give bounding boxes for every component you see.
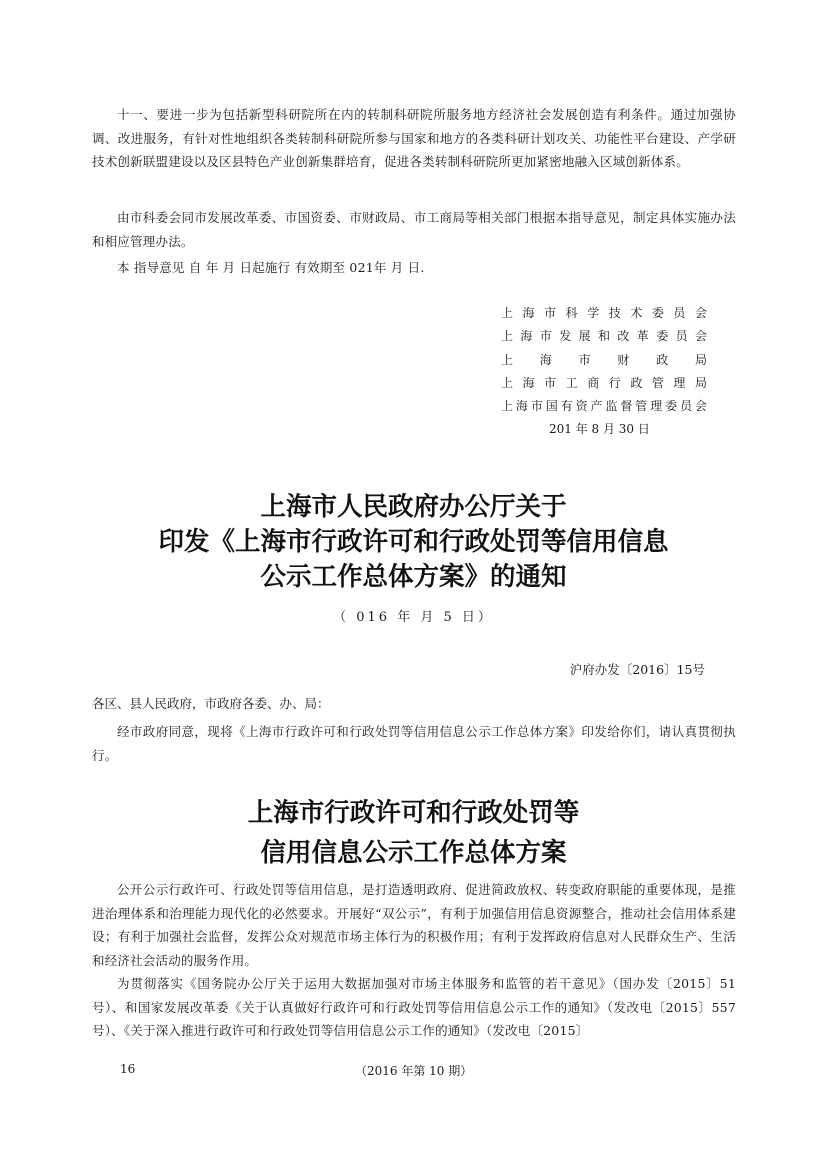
- notice-title-line: 上海市人民政府办公厅关于: [260, 492, 567, 522]
- notice-title-line: 印发《上海市行政许可和行政处罚等信用信息: [158, 527, 669, 557]
- paragraph-implementation: 由市科委会同市发展改革委、市国资委、市财政局、市工商局等相关部门根据本指导意见，制定具体实施办法和相应管理办法。: [92, 210, 736, 249]
- notice-body: 经市政府同意，现将《上海市行政许可和行政处罚等信用信息公示工作总体方案》印发给你们，请认真贯彻执行。: [92, 724, 736, 763]
- issue-label: （2016 年第 10 期）: [355, 1064, 473, 1078]
- signatory-state-assets-commission: 上海市国有资产监督管理委员会: [501, 399, 707, 414]
- notice-title: [0, 490, 827, 595]
- notice-date: （ 016 年 月 5 日）: [333, 610, 494, 625]
- page-number: 16: [120, 1062, 136, 1076]
- signatory-science-commission: 上海市科学技术委员会: [501, 306, 707, 320]
- signatory-development-reform-commission: 上海市发展和改革委员会: [501, 329, 707, 344]
- paragraph-effective-date: 本 指导意见 自 年 月 日起施行 有效期至 021年 月 日.: [117, 260, 425, 275]
- signatory-finance-bureau: 上海市财政局: [501, 352, 707, 367]
- plan-title-line: 上海市行政许可和行政处罚等: [247, 798, 580, 828]
- notice-title-line: 公示工作总体方案》的通知: [260, 562, 567, 592]
- plan-title: [0, 793, 827, 873]
- addressee: 各区、县人民政府，市政府各委、办、局：: [92, 696, 330, 711]
- signatory-industry-commerce-bureau: 上海市工商行政管理局: [501, 375, 707, 390]
- plan-title-line: 信用信息公示工作总体方案: [260, 838, 567, 868]
- document-number: 沪府办发〔2016〕15号: [569, 662, 705, 677]
- paragraph-eleven: 十一、要进一步为包括新型科研院所在内的转制科研院所服务地方经济社会发展创造有利条件。通过加强协调、改进服务，有针对性地组织各类转制科研院所参与国家和地方的各类科研计划攻关、功能性平台建设、产学研技术创新联盟建设以及区县特色产业创新集群培育，促进各类转制科研院所更加紧密地融入区域创新体系。: [92, 107, 736, 170]
- signature-date: 201 年 8 月 30 日: [549, 422, 650, 437]
- plan-paragraph-1: 公开公示行政许可、行政处罚等信用信息，是打造透明政府、促进简政放权、转变政府职能的重要体现，是推进治理体系和治理能力现代化的必然要求。开展好“双公示”，有利于加强信用信息资源整合，推动社会信用体系建设；有利于加强社会监督，发挥公众对规范市场主体行为的积极作用；有利于发挥政府信息对人民群众生产、生活和经济社会活动的服务作用。: [92, 882, 736, 968]
- signatory-block: [501, 302, 707, 442]
- plan-paragraph-2: 为贯彻落实《国务院办公厅关于运用大数据加强对市场主体服务和监管的若干意见》（国办发〔2015〕51号）、和国家发展改革委《关于认真做好行政许可和行政处罚等信用信息公示工作的通知》（发改电〔2015〕557号）、《关于深入推进行政许可和行政处罚等信用信息公示工作的通知》（发改电〔2015〕: [92, 976, 736, 1039]
